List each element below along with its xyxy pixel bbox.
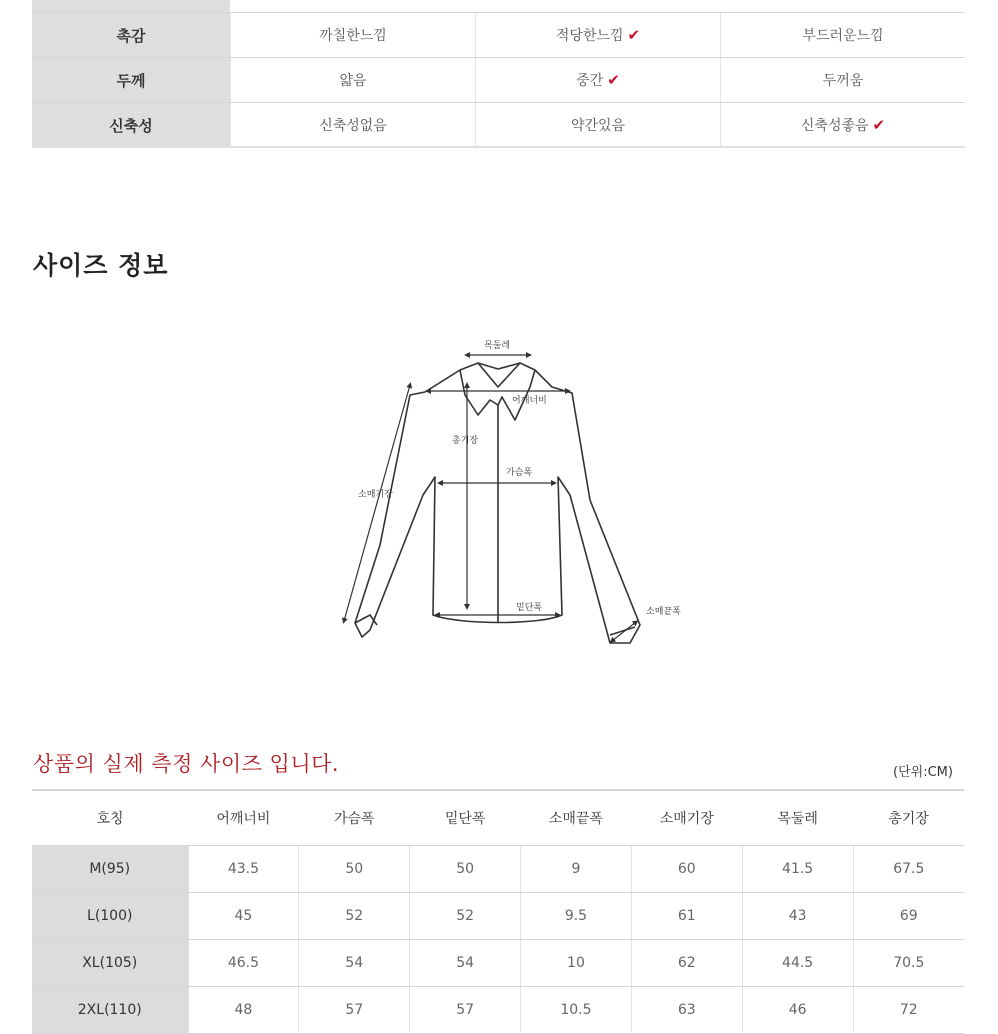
feature-option-selected: 적당한느낌 ✔: [475, 13, 720, 57]
header-cell: 소매끝폭: [521, 790, 632, 846]
feature-option-selected: 신축성좋음 ✔: [720, 103, 965, 147]
header-cell: 총기장: [853, 790, 964, 846]
feature-table-top-row: [32, 0, 965, 13]
table-row: [32, 940, 964, 987]
table-cell: 41.5: [742, 846, 853, 893]
table-cell: 57: [299, 987, 410, 1034]
table-cell: 52: [299, 893, 410, 940]
table-row: [32, 846, 964, 893]
fabric-feature-table: [32, 0, 965, 148]
table-cell: 62: [631, 940, 742, 987]
table-cell: 52: [410, 893, 521, 940]
table-cell: 57: [410, 987, 521, 1034]
size-name-cell: XL(105): [32, 940, 188, 987]
measurement-title: 상품의 실제 측정 사이즈 입니다.: [33, 752, 340, 776]
header-cell: 소매기장: [631, 790, 742, 846]
cuff-label: 소매끝폭: [646, 607, 681, 617]
table-cell: 48: [188, 987, 299, 1034]
table-cell: 10: [521, 940, 632, 987]
feature-label: 신축성: [32, 103, 230, 147]
table-cell: 43.5: [188, 846, 299, 893]
feature-option: 얇음: [230, 58, 475, 102]
feature-row-thickness: [32, 58, 965, 103]
shirt-measurement-diagram: [330, 325, 700, 655]
size-name-cell: M(95): [32, 846, 188, 893]
check-icon: ✔: [627, 26, 641, 44]
table-cell: 50: [299, 846, 410, 893]
chest-label: 가슴폭: [506, 468, 533, 478]
size-name-cell: 2XL(110): [32, 987, 188, 1034]
table-cell: 72: [853, 987, 964, 1034]
check-icon: ✔: [872, 116, 886, 134]
header-cell: 목둘레: [742, 790, 853, 846]
table-cell: 9.5: [521, 893, 632, 940]
table-cell: 63: [631, 987, 742, 1034]
table-cell: 10.5: [521, 987, 632, 1034]
size-name-cell: L(100): [32, 893, 188, 940]
feature-option: 약간있음: [475, 103, 720, 147]
feature-option: 두꺼움: [720, 58, 965, 102]
check-icon: ✔: [607, 71, 620, 89]
header-cell: 밑단폭: [410, 790, 521, 846]
size-info-title: 사이즈 정보: [33, 251, 169, 280]
table-cell: 70.5: [853, 940, 964, 987]
table-cell: 46.5: [188, 940, 299, 987]
unit-label: (단위:CM): [893, 765, 953, 780]
table-cell: 9: [521, 846, 632, 893]
table-cell: 46: [742, 987, 853, 1034]
feature-label: 촉감: [32, 13, 230, 57]
table-cell: 54: [410, 940, 521, 987]
table-cell: 44.5: [742, 940, 853, 987]
feature-option: 까칠한느낌: [230, 13, 475, 57]
neck-label: 목둘레: [484, 341, 511, 351]
table-row: [32, 987, 964, 1034]
total-length-label: 총기장: [452, 436, 479, 446]
table-cell: 45: [188, 893, 299, 940]
feature-option: 신축성없음: [230, 103, 475, 147]
hem-label: 밑단폭: [516, 603, 543, 613]
header-cell: 가슴폭: [299, 790, 410, 846]
feature-row-elasticity: [32, 103, 965, 148]
table-cell: 43: [742, 893, 853, 940]
table-cell: 54: [299, 940, 410, 987]
header-cell: 어깨너비: [188, 790, 299, 846]
shoulder-label: 어깨너비: [512, 396, 547, 406]
table-cell: 50: [410, 846, 521, 893]
header-cell: 호칭: [32, 790, 188, 846]
table-row: [32, 893, 964, 940]
size-table-header: [32, 790, 964, 846]
feature-label: 두께: [32, 58, 230, 102]
feature-option-selected: 중간 ✔: [475, 58, 720, 102]
table-cell: 61: [631, 893, 742, 940]
table-cell: 69: [853, 893, 964, 940]
divider: [32, 146, 965, 148]
feature-row-touch: [32, 13, 965, 58]
feature-option: 부드러운느낌: [720, 13, 965, 57]
table-cell: 67.5: [853, 846, 964, 893]
table-cell: 60: [631, 846, 742, 893]
size-table: [32, 789, 964, 1034]
sleeve-length-label: 소매기장: [358, 490, 393, 500]
